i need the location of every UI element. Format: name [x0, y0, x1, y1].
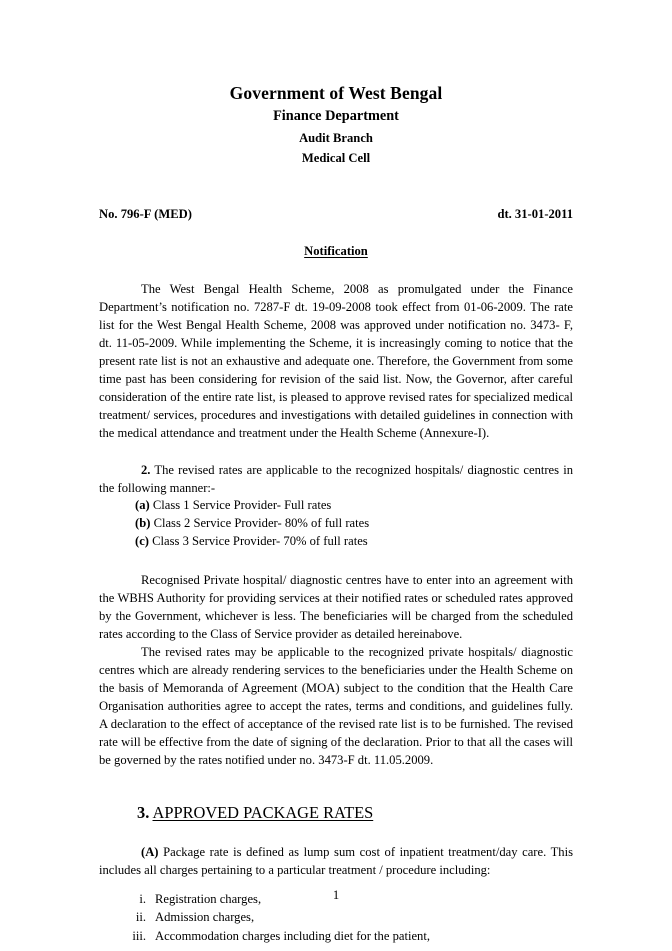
- list-item: [135, 497, 573, 515]
- list-item-numeral: ii.: [135, 910, 146, 925]
- branch-title: Audit Branch: [299, 130, 373, 145]
- reference-date: dt. 31-01-2011: [497, 207, 573, 222]
- intro-paragraph: The West Bengal Health Scheme, 2008 as promulgated under the Finance Department’s notification no. 7287-F dt. 19-09-2008 took effect from 01-06-2009. The rate list for the West Bengal Health Scheme, 2008 was approved under notification no. 3473- F, dt. 11-05-2009. While implementing the Scheme, it is increasingly coming to notice that the present rate list is not an exhaustive and adequate one. Therefore, the Government from some time past has been considering for revision of the said list. Now, the Governor, after careful consideration of the entire rate list, is pleased to approve revised rates for specialized medical treatment/ services, procedures and investigations with detailed guidelines in connection with the medical attendance and treatment under the Health Scheme (Annexure-I).: [99, 282, 573, 441]
- list-item: [99, 927, 573, 945]
- department-title: Finance Department: [273, 108, 399, 125]
- section-3-heading: [99, 802, 573, 823]
- list-item-text: Class 2 Service Provider- 80% of full rates: [153, 515, 370, 530]
- list-item-marker: (c): [135, 533, 149, 548]
- list-item-marker: (a): [135, 498, 150, 513]
- list-item-text: Class 1 Service Provider- Full rates: [152, 498, 332, 513]
- notification-heading-text: Notification: [304, 244, 368, 259]
- package-definition-paragraph: [99, 843, 573, 879]
- list-item-text: Class 3 Service Provider- 70% of full rates: [152, 533, 368, 548]
- document-body: [99, 0, 573, 945]
- section-3-number: 3.: [137, 802, 150, 822]
- masthead: [99, 0, 573, 168]
- list-item-marker: (b): [135, 515, 151, 530]
- list-item-numeral: iii.: [132, 928, 146, 943]
- list-item: [135, 515, 573, 533]
- clause-2-number: 2.: [141, 463, 151, 478]
- page-number: 1: [332, 888, 340, 902]
- cell-title: Medical Cell: [301, 151, 371, 166]
- list-item-text: Admission charges,: [155, 910, 255, 925]
- reference-row: [99, 207, 573, 222]
- organization-title: Government of West Bengal: [229, 83, 443, 103]
- list-item-text: Registration charges,: [155, 892, 262, 907]
- section-3-title: APPROVED PACKAGE RATES: [152, 802, 374, 822]
- package-definition-marker: (A): [141, 845, 159, 860]
- list-item-text: Accommodation charges including diet for the patient,: [155, 928, 431, 943]
- recognised-private-paragraph: Recognised Private hospital/ diagnostic centres have to enter into an agreement with the WBHS Authority for providing services at their notified rates or scheduled rates approved by the Government, whichever is less. The beneficiaries will be charged from the scheduled rates according to the Class of Service provider as detailed hereinabove.: [99, 572, 573, 641]
- revised-rates-moa-paragraph: The revised rates may be applicable to the recognized private hospitals/ diagnostic centres which are already rendering services to the beneficiaries under the Health Scheme on the basis of Memoranda of Agreement (MOA) subject to the condition that the Health Care Organisation authorities agree to accept the rates, terms and conditions, and guidelines fully. A declaration to the effect of acceptance of the revised rate list is to be furnished. The revised rate will be effective from the date of signing of the declaration. Prior to that all the cases will be governed by the rates notified under no. 3473-F dt. 11.05.2009.: [99, 644, 573, 767]
- clause-2-text: The revised rates are applicable to the recognized hospitals/ diagnostic centres in the following manner:-: [99, 463, 574, 496]
- package-definition-text: Package rate is defined as lump sum cost of inpatient treatment/day care. This includes all charges pertaining to a particular treatment / procedure including:: [99, 845, 573, 878]
- clause-2-paragraph: [99, 461, 573, 497]
- notification-heading: [99, 244, 573, 259]
- list-item-numeral: i.: [139, 892, 146, 907]
- reference-number: No. 796-F (MED): [99, 207, 192, 222]
- list-item: [99, 908, 573, 926]
- service-provider-class-list: [99, 497, 573, 551]
- list-item: [135, 533, 573, 551]
